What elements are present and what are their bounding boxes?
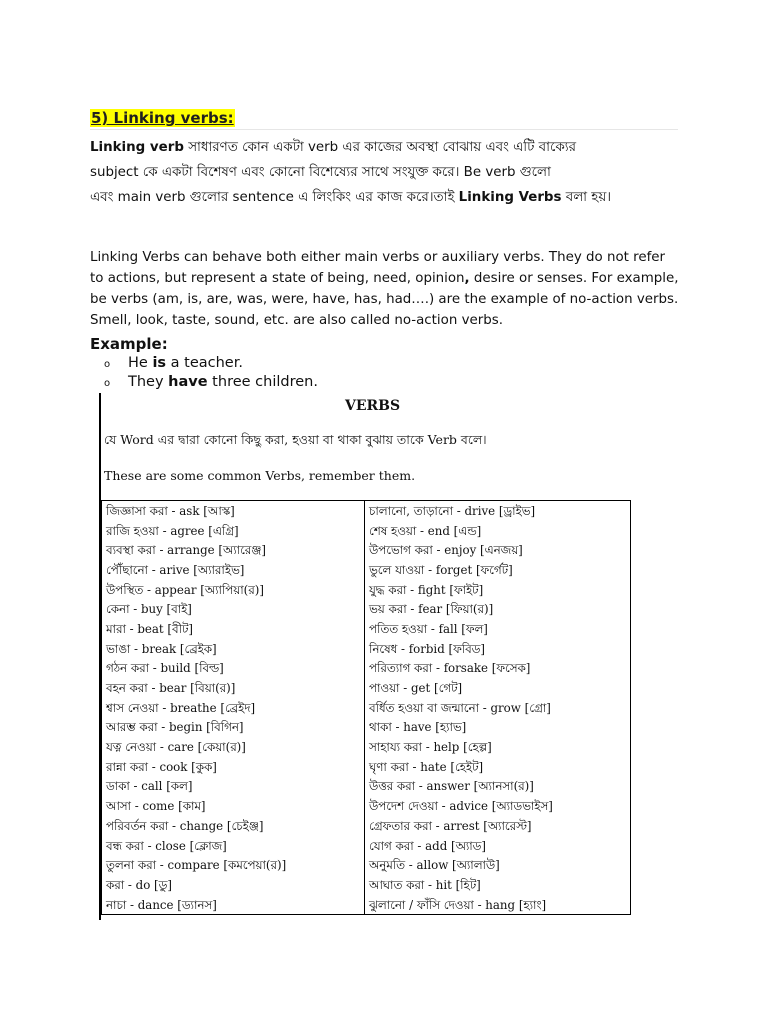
english-text-2: desire or senses. For example, be verbs (am, is, are, was, were, have, has, had….) are the example of no-action verbs. Smell, look, taste, sound, etc. are also called no-action verbs.: [90, 271, 679, 328]
verb-cell-left: করা - do [ডু]: [102, 875, 365, 895]
verbs-definition: যে Word এর দ্বারা কোনো কিছু করা, হওয়া বা থাকা বুঝায় তাকে Verb বলে।: [104, 432, 487, 447]
table-row: [102, 659, 631, 679]
bangla-bold-2: Linking Verbs: [458, 190, 562, 205]
table-row: [102, 599, 631, 619]
table-row: [102, 678, 631, 698]
bangla-lead-bold: Linking verb: [90, 140, 184, 155]
verb-cell-right: ঝুলানো / ফাঁসি দেওয়া - hang [হ্যাং]: [369, 897, 547, 912]
verb-cell-left: তুলনা করা - compare [কমপেয়া(র)]: [102, 855, 365, 875]
verb-cell-left: ডাকা - call [কল]: [102, 777, 365, 797]
table-row: [102, 639, 631, 659]
verb-cell-left: বহন করা - bear [বিয়া(র)]: [102, 678, 365, 698]
verb-cell-right: আঘাত করা - hit [হিট]: [369, 877, 481, 892]
example-bold: is: [152, 355, 167, 371]
verb-cell-left: পরিবর্তন করা - change [চেইঞ্জ]: [102, 816, 365, 836]
verb-cell-left: মারা - beat [বীট]: [102, 619, 365, 639]
verb-cell-right: যোগ করা - add [অ্যাড]: [369, 838, 486, 853]
verb-cell-right: উপভোগ করা - enjoy [এনজয়]: [369, 543, 523, 558]
list-item: [104, 373, 318, 392]
verb-cell-left: রাজি হওয়া - agree [এগ্রি]: [102, 521, 365, 541]
verb-cell-left: গঠন করা - build [বিল্ড]: [102, 659, 365, 679]
example-title: Example:: [90, 335, 168, 353]
verb-cell-right: পতিত হওয়া - fall [ফল]: [369, 621, 488, 636]
english-text-1: Linking Verbs can behave both either main verbs or auxiliary verbs. They do not refer to actions, but represent a state of being, need, opinion: [90, 250, 666, 286]
verb-cell-right: উপদেশ দেওয়া - advice [অ্যাডভাইস]: [369, 799, 553, 814]
verb-cell-left: কেনা - buy [বাই]: [102, 599, 365, 619]
verb-cell-right: চালানো, তাড়ানো - drive [ড্রাইভ]: [369, 503, 536, 518]
table-row: [102, 540, 631, 560]
table-row: [102, 737, 631, 757]
table-row: [102, 816, 631, 836]
example-list: [104, 354, 318, 392]
verb-cell-right: শেষ হওয়া - end [এন্ড]: [369, 523, 482, 538]
example-post: a teacher.: [166, 355, 243, 371]
verb-cell-left: রান্না করা - cook [কুক]: [102, 757, 365, 777]
table-row: [102, 875, 631, 895]
table-row: [102, 698, 631, 718]
verb-cell-left: আরম্ভ করা - begin [বিগিন]: [102, 718, 365, 738]
verbs-intro: These are some common Verbs, remember them.: [104, 468, 416, 483]
list-item: [104, 354, 318, 373]
verb-cell-left: নাচা - dance [ড্যানস]: [102, 895, 365, 915]
verbs-title: VERBS: [345, 398, 401, 414]
verb-cell-left: জিজ্ঞাসা করা - ask [আস্ক]: [102, 501, 365, 521]
verb-cell-right: পরিত্যাগ করা - forsake [ফসেক]: [369, 661, 531, 676]
example-bold: have: [168, 374, 208, 390]
bullet-icon: o: [104, 359, 111, 370]
table-row: [102, 895, 631, 915]
verb-cell-right: থাকা - have [হ্যাভ]: [369, 720, 467, 735]
table-row: [102, 855, 631, 875]
table-row: [102, 777, 631, 797]
bangla-text-3: এবং main verb গুলোর sentence এ লিংকিং এর কাজ করে।তাই: [90, 190, 459, 205]
table-row: [102, 757, 631, 777]
table-row: [102, 836, 631, 856]
verb-cell-left: ব্যবস্থা করা - arrange [অ্যারেঞ্জ]: [102, 540, 365, 560]
english-comma: ,: [464, 271, 470, 286]
verb-cell-right: ভয় করা - fear [ফিয়া(র)]: [369, 602, 494, 617]
verb-cell-right: বর্ধিত হওয়া বা জন্মানো - grow [গ্রো]: [369, 700, 551, 715]
table-row: [102, 521, 631, 541]
verb-cell-right: যুদ্ধ করা - fight [ফাইট]: [369, 582, 484, 597]
table-row: [102, 619, 631, 639]
table-row: [102, 580, 631, 600]
example-pre: They: [128, 374, 169, 390]
verb-cell-right: পাওয়া - get [গেট]: [369, 681, 463, 696]
verb-cell-right: নিষেধ - forbid [ফবিড]: [369, 641, 485, 656]
example-post: three children.: [207, 374, 318, 390]
verbs-table-body: [102, 501, 631, 915]
verb-cell-right: ভুলে যাওয়া - forget [ফর্গেট]: [369, 562, 513, 577]
verb-cell-right: গ্রেফতার করা - arrest [অ্যারেস্ট]: [369, 818, 532, 833]
table-row: [102, 560, 631, 580]
section-heading: 5) Linking verbs:: [91, 109, 234, 127]
verbs-table: [101, 500, 631, 915]
bullet-icon: o: [104, 378, 111, 389]
verb-cell-left: যত্ন নেওয়া - care [কেয়া(র)]: [102, 737, 365, 757]
table-row: [102, 796, 631, 816]
verb-cell-right: অনুমতি - allow [অ্যালাউ]: [369, 858, 500, 873]
verb-cell-left: উপস্থিত - appear [অ্যাপিয়া(র)]: [102, 580, 365, 600]
verb-cell-right: ঘৃণা করা - hate [হেইট]: [369, 759, 484, 774]
verb-cell-left: বন্ধ করা - close [ক্লোজ]: [102, 836, 365, 856]
verb-cell-left: ভাঙা - break [ব্রেইক]: [102, 639, 365, 659]
verb-cell-left: শ্বাস নেওয়া - breathe [ব্রেইদ]: [102, 698, 365, 718]
verb-cell-left: আসা - come [কাম]: [102, 796, 365, 816]
verb-cell-right: সাহায্য করা - help [হেল্প]: [369, 740, 492, 755]
bangla-paragraph: [90, 135, 678, 210]
bangla-text-4: বলা হয়।: [561, 190, 612, 205]
table-row: [102, 501, 631, 521]
table-row: [102, 718, 631, 738]
example-pre: He: [128, 355, 153, 371]
bangla-text-1: সাধারণত কোন একটা verb এর কাজের অবস্থা বোঝায় এবং এটি বাক্যের: [183, 140, 577, 155]
verb-cell-right: উত্তর করা - answer [অ্যানসা(র)]: [369, 779, 534, 794]
heading-container: [90, 108, 678, 130]
verb-cell-left: পৌঁছানো - arive [অ্যারাইভ]: [102, 560, 365, 580]
english-paragraph: [90, 247, 680, 331]
bangla-text-2: subject কে একটা বিশেষণ এবং কোনো বিশেষ্যের সাথে সংযুক্ত করে। Be verb গুলো: [90, 165, 551, 180]
